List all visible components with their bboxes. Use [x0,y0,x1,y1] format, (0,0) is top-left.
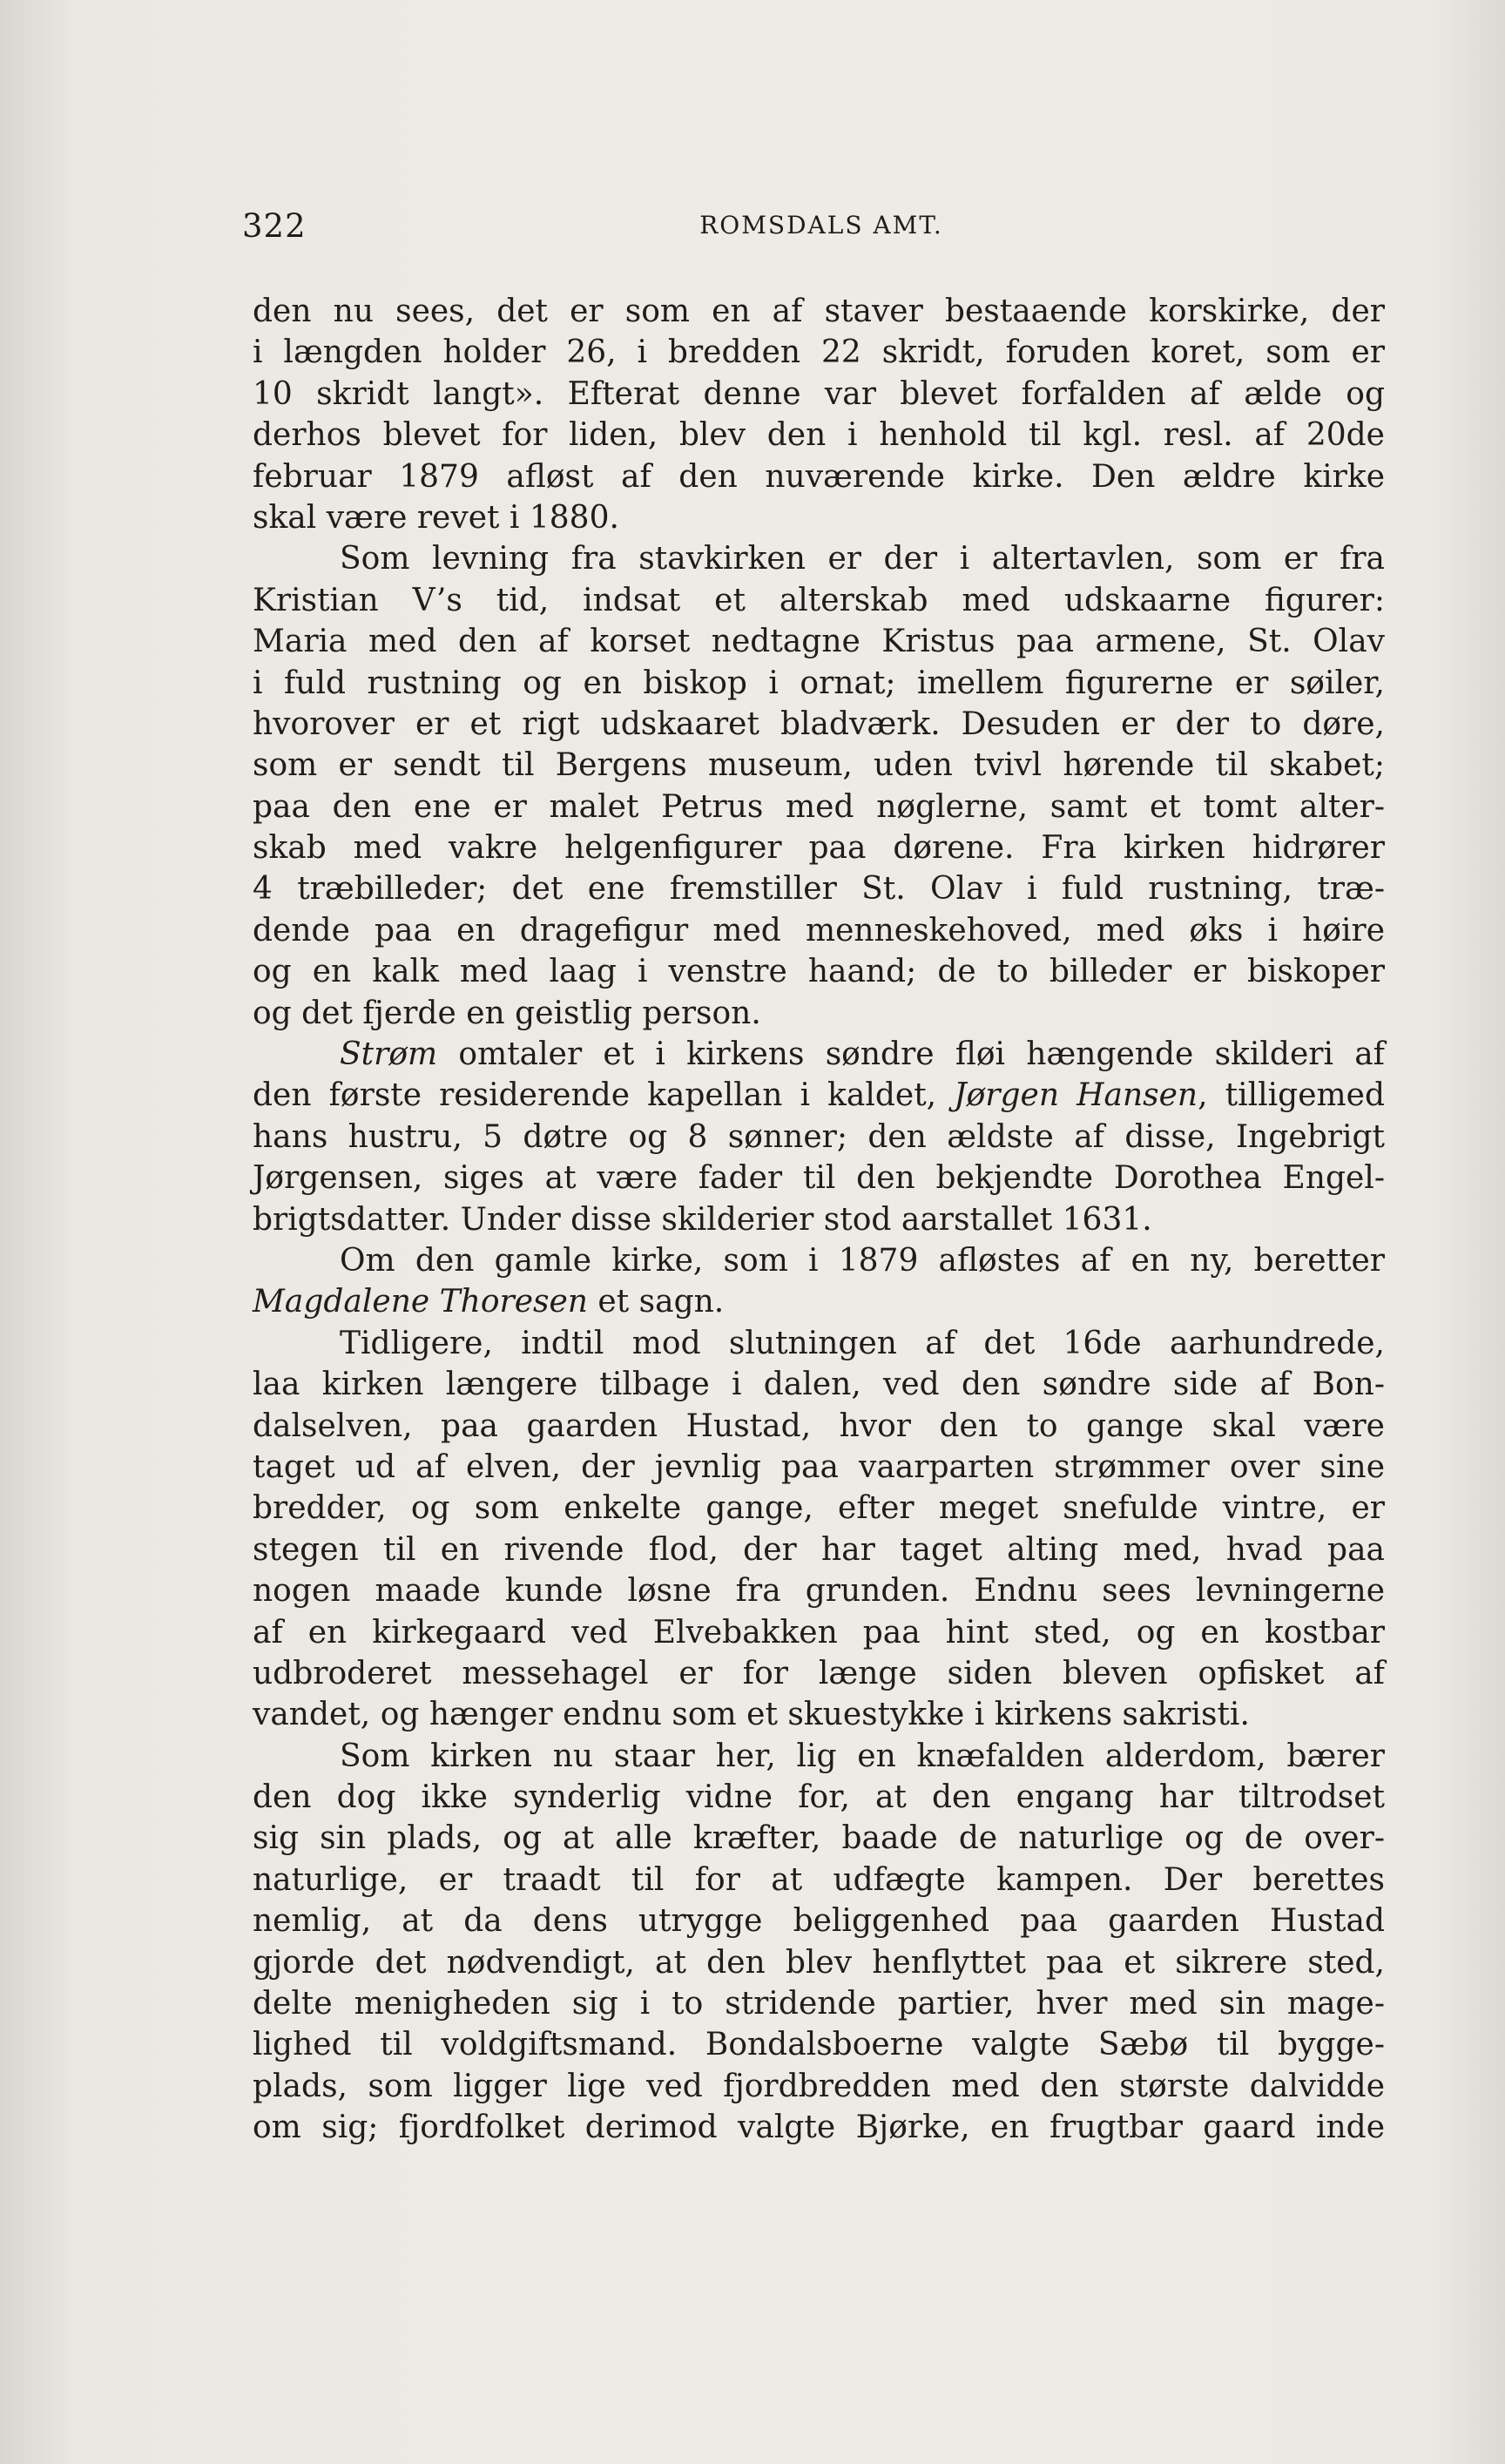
text-line: Som levning fra stavkirken er der i altertavlen, som er fra [340,541,1385,577]
text-line: skal være revet i 1880. [253,499,619,536]
text-line: paa den ene er malet Petrus med nøglerne, samt et tomt alter- [253,788,1385,825]
text-line: brigtsdatter. Under disse skilderier stod aarstallet 1631. [253,1201,1152,1238]
text-line: den nu sees, det er som en af staver bestaaende korskirke, der [253,294,1385,329]
text-line: og en kalk med laag i venstre haand; de to billeder er biskoper [253,954,1385,990]
text-line: Jørgensen, siges at være fader til den bekjendte Dorothea Engel- [253,1160,1385,1197]
text-line: i længden holder 26, i bredden 22 skridt, foruden koret, som er [253,334,1385,371]
text-run: , tilligemed [1198,1077,1385,1114]
text-line: gjorde det nødvendigt, at den blev henflyttet paa et sikrere sted, [253,1944,1385,1981]
text-line: naturlige, er traadt til for at udfægte kampen. Der berettes [253,1861,1385,1898]
text-run: et sagn. [587,1284,725,1320]
text-line: udbroderet messehagel er for længe siden bleven opfisket af [253,1655,1385,1691]
page-number: 322 [242,207,307,245]
italic-name: Jørgen Hansen [954,1077,1198,1114]
text-run: omtaler et i kirkens søndre fløi hængende skilderi af [437,1036,1385,1073]
text-line: Kristian V’s tid, indsat et alterskab med udskaarne figurer: [253,582,1385,618]
text-line: delte menigheden sig i to stridende partier, hver med sin mage- [253,1986,1385,2022]
text-line: stegen til en rivende flod, der har taget alting med, hvad paa [253,1531,1385,1568]
text-line: dende paa en dragefigur med menneskehoved, med øks i høire [253,912,1385,948]
text-line: Tidligere, indtil mod slutningen af det 16de aarhundrede, [340,1325,1385,1361]
text-line: om sig; fjordfolket derimod valgte Bjørke, en frugtbar gaard inde [253,2110,1385,2146]
text-line: og det fjerde en geistlig person. [253,995,761,1031]
text-line [253,1281,1385,1322]
text-line [253,1075,1385,1116]
text-line: nogen maade kunde løsne fra grunden. Endnu sees levningerne [253,1573,1385,1610]
text-line: af en kirkegaard ved Elvebakken paa hint sted, og en kostbar [253,1614,1385,1651]
italic-name: Magdalene Thoresen [253,1284,588,1320]
text-line: den dog ikke synderlig vidne for, at den engang har tiltrodset [253,1779,1385,1816]
text-line: nemlig, at da dens utrygge beliggenhed paa gaarden Hustad [253,1903,1385,1940]
text-line: hans hustru, 5 døtre og 8 sønner; den ældste af disse, Ingebrigt [253,1118,1385,1155]
text-line: 10 skridt langt». Efterat denne var blevet forfalden af ælde og [253,375,1385,412]
text-line: Som kirken nu staar her, lig en knæfalden alderdom, bærer [340,1738,1385,1774]
text-line: skab med vakre helgenfigurer paa dørene. Fra kirken hidrører [253,830,1385,867]
text-run: den første residerende kapellan i kaldet, [253,1077,955,1114]
text-line: bredder, og som enkelte gange, efter meget snefulde vintre, er [253,1490,1385,1527]
text-line: dalselven, paa gaarden Hustad, hvor den to gange skal være [253,1408,1385,1444]
running-title: ROMSDALS AMT. [699,211,943,240]
text-line: hvorover er et rigt udskaaret bladværk. Desuden er der to døre, [253,705,1385,742]
body-text [253,291,1385,2149]
text-line: Maria med den af korset nedtagne Kristus paa armene, St. Olav [253,624,1385,660]
text-line: lighed til voldgiftsmand. Bondalsboerne valgte Sæbø til bygge- [253,2027,1385,2063]
text-line [253,1034,1385,1075]
text-line: vandet, og hænger endnu som et skuestykke i kirkens sakristi. [253,1697,1250,1733]
italic-name: Strøm [340,1036,438,1073]
text-line: Om den gamle kirke, som i 1879 afløstes af en ny, beretter [340,1242,1385,1279]
text-line: som er sendt til Bergens museum, uden tvivl hørende til skabet; [253,747,1385,784]
page-header [242,207,1400,260]
text-line: plads, som ligger lige ved fjordbredden med den største dalvidde [253,2068,1385,2104]
text-line: taget ud af elven, der jevnlig paa vaarparten strømmer over sine [253,1448,1385,1485]
text-line: 4 træbilleder; det ene fremstiller St. Olav i fuld rustning, træ- [253,871,1385,908]
text-line: februar 1879 afløst af den nuværende kirke. Den ældre kirke [253,458,1385,495]
text-line: derhos blevet for liden, blev den i henhold til kgl. resl. af 20de [253,417,1385,454]
text-line: laa kirken længere tilbage i dalen, ved den søndre side af Bon- [253,1367,1385,1403]
text-line: i fuld rustning og en biskop i ornat; imellem figurerne er søiler, [253,665,1385,701]
text-line: sig sin plads, og at alle kræfter, baade de naturlige og de over- [253,1820,1385,1857]
